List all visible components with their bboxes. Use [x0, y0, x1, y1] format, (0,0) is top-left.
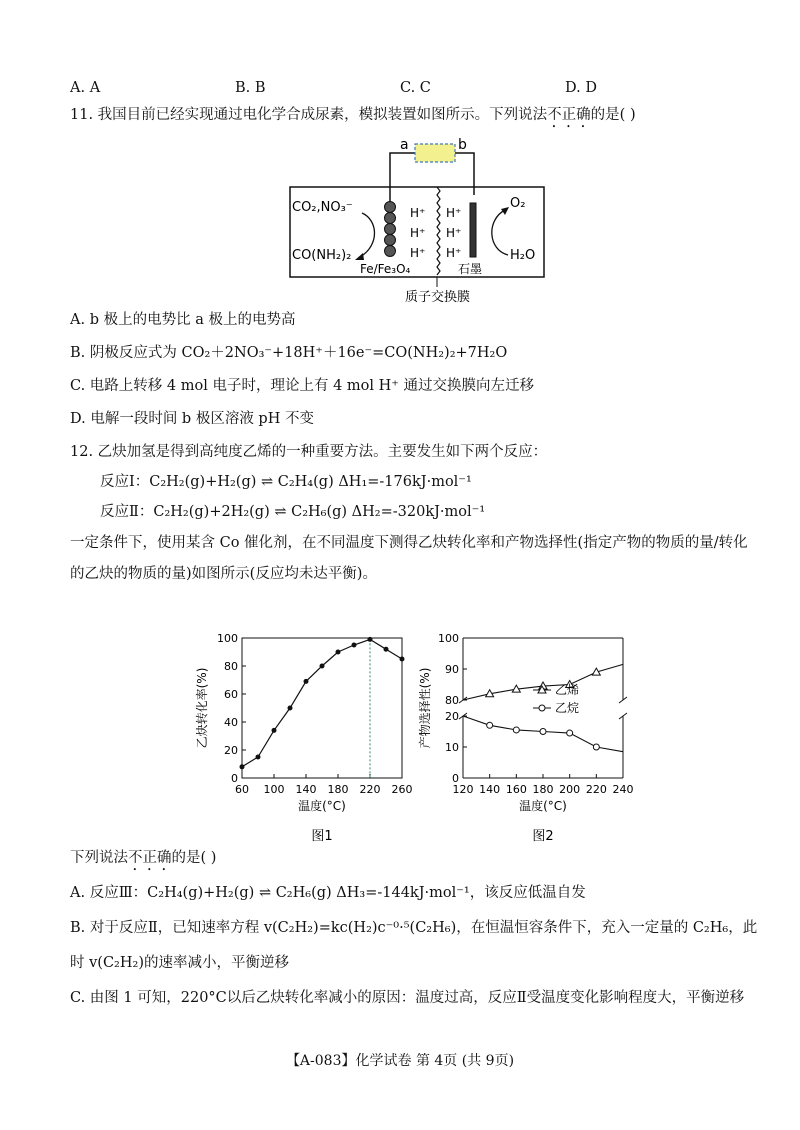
- x-tick-label: 220: [359, 783, 381, 796]
- product-urea-label: CO(NH₂)₂: [292, 248, 352, 263]
- data-point: [256, 755, 261, 760]
- x-tick-label: 200: [559, 783, 581, 796]
- data-point: [288, 706, 293, 711]
- x-tick-label: 100: [263, 783, 285, 796]
- reactants-label: CO₂,NO₃⁻: [292, 200, 353, 215]
- data-point: [384, 647, 389, 652]
- q12-option-a: A. 反应Ⅲ：C₂H₄(g)+H₂(g) ⇌ C₂H₆(g) ΔH₃=-144kJ·mol⁻¹，该反应低温自发: [70, 885, 586, 901]
- y-tick-label: 100: [217, 632, 238, 645]
- legend-marker-ethane: [539, 705, 545, 711]
- x-axis-label: 温度(°C): [519, 799, 567, 813]
- h-ion-right-2: H⁺: [446, 226, 462, 240]
- electrolysis-diagram: [0, 135, 800, 315]
- data-point: [400, 657, 405, 662]
- h-ion-left-2: H⁺: [410, 226, 426, 240]
- left-reaction-arrow: [360, 213, 375, 257]
- q12-reaction-2: 反应Ⅱ：C₂H₂(g)+2H₂(g) ⇌ C₂H₆(g) ΔH₂=-320kJ·mol⁻¹: [100, 504, 486, 520]
- data-point: [368, 637, 373, 642]
- y-tick-label: 60: [224, 688, 238, 701]
- x-tick-label: 260: [391, 783, 413, 796]
- q11-stem: [70, 105, 636, 131]
- plot-frame: [242, 638, 402, 778]
- h-ion-right-3: H⁺: [446, 246, 462, 260]
- y-tick-label: 10: [445, 741, 459, 754]
- data-point: [336, 650, 341, 655]
- data-point-circle: [593, 744, 599, 750]
- x-tick-label: 240: [612, 783, 634, 796]
- right-reaction-arrow: [492, 210, 508, 255]
- q11-option-d: D. 电解一段时间 b 极区溶液 pH 不变: [70, 411, 314, 427]
- fe-electrode-label: Fe/Fe₃O₄: [360, 262, 411, 276]
- q12-question: [70, 848, 216, 874]
- y-tick-label: 20: [224, 744, 238, 757]
- figure-caption: 图2: [532, 829, 554, 844]
- q11-option-c: C. 电路上转移 4 mol 电子时，理论上有 4 mol H⁺ 通过交换膜向左迁移: [70, 378, 535, 394]
- x-tick-label: 180: [327, 783, 349, 796]
- prev-option-c: C. C: [400, 80, 431, 96]
- x-tick-label: 120: [452, 783, 474, 796]
- fe-electrode: [385, 202, 396, 257]
- y-axis-label: 乙炔转化率(%): [195, 667, 209, 749]
- q11-stem-emphasis: 不正确: [547, 107, 591, 123]
- q11-option-b: B. 阴极反应式为 CO₂＋2NO₃⁻+18H⁺＋16e⁻=CO(NH₂)₂+7H₂O: [70, 345, 508, 361]
- prev-option-d: D. D: [565, 80, 597, 96]
- q12-option-c: C. 由图 1 可知，220°C以后乙炔转化率减小的原因：温度过高，反应Ⅱ受温度变化影响程度大，平衡逆移: [70, 990, 745, 1006]
- series-line: [242, 639, 402, 766]
- x-tick-label: 220: [585, 783, 607, 796]
- electrode-label-a: a: [400, 137, 409, 153]
- y-tick-label: 80: [445, 694, 459, 707]
- membrane-label: 质子交换膜: [405, 290, 471, 305]
- x-axis-label: 温度(°C): [298, 799, 346, 813]
- data-point-circle: [513, 727, 519, 733]
- power-source: [415, 144, 455, 162]
- legend-label-ethane: 乙烷: [555, 701, 580, 715]
- graphite-electrode: [470, 203, 476, 257]
- q12-paragraph-2: 的乙炔的物质的量)如图所示(反应均未达平衡)。: [70, 566, 377, 582]
- q12-option-b-cont: 时 v(C₂H₂)的速率减小，平衡逆移: [70, 955, 289, 971]
- q12-question-after: 的是( ): [171, 850, 217, 866]
- q12-option-b: B. 对于反应Ⅱ，已知速率方程 v(C₂H₂)=kc(H₂)c⁻⁰·⁵(C₂H₆)，在恒温恒容条件下，充入一定量的 C₂H₆，此: [70, 920, 758, 936]
- q11-stem-after: 的是( ): [590, 107, 636, 123]
- q11-option-a: A. b 极上的电势比 a 极上的电势高: [70, 312, 296, 328]
- y-tick-label: 20: [445, 710, 459, 723]
- data-point: [272, 728, 277, 733]
- oxygen-label: O₂: [510, 196, 526, 211]
- q12-question-before: 下列说法: [70, 850, 128, 866]
- data-point-circle: [487, 722, 493, 728]
- electrode-label-b: b: [458, 137, 467, 153]
- page-footer: 【A-083】化学试卷 第 4页 (共 9页): [285, 1053, 515, 1069]
- data-point: [240, 764, 245, 769]
- q12-reaction-1: 反应Ⅰ：C₂H₂(g)+H₂(g) ⇌ C₂H₄(g) ΔH₁=-176kJ·mol⁻¹: [100, 474, 472, 490]
- y-tick-label: 0: [452, 772, 459, 785]
- h-ion-right-1: H⁺: [446, 206, 462, 220]
- data-point: [320, 664, 325, 669]
- q12-question-emphasis: 不正确: [128, 850, 172, 866]
- graphite-label: 石墨: [458, 262, 483, 276]
- x-tick-label: 180: [532, 783, 554, 796]
- x-tick-label: 140: [295, 783, 317, 796]
- q11-stem-before: 11. 我国目前已经实现通过电化学合成尿素，模拟装置如图所示。下列说法: [70, 107, 548, 123]
- prev-option-a: A. A: [70, 80, 101, 96]
- y-tick-label: 90: [445, 663, 459, 676]
- y-tick-label: 0: [231, 772, 238, 785]
- q12-paragraph-1: 一定条件下，使用某含 Co 催化剂，在不同温度下测得乙炔转化率和产物选择性(指定产物的物质的量/转化: [70, 535, 748, 551]
- data-point: [352, 643, 357, 648]
- figure-caption: 图1: [311, 829, 333, 844]
- figure1-conversion-chart: [190, 618, 420, 848]
- x-tick-label: 140: [479, 783, 501, 796]
- data-point-circle: [540, 729, 546, 735]
- data-point: [304, 679, 309, 684]
- data-point-circle: [567, 730, 573, 736]
- h-ion-left-1: H⁺: [410, 206, 426, 220]
- q12-stem: 12. 乙炔加氢是得到高纯度乙烯的一种重要方法。主要发生如下两个反应：: [70, 444, 548, 460]
- water-label: H₂O: [510, 248, 536, 263]
- y-tick-label: 100: [438, 632, 459, 645]
- figure2-selectivity-chart: [415, 618, 645, 848]
- y-axis-label: 产物选择性(%): [418, 667, 432, 749]
- h-ion-left-3: H⁺: [410, 246, 426, 260]
- prev-option-b: B. B: [235, 80, 266, 96]
- proton-exchange-membrane: [437, 187, 440, 275]
- legend-label-ethylene: 乙烯: [555, 683, 580, 697]
- y-tick-label: 40: [224, 716, 238, 729]
- y-tick-label: 80: [224, 660, 238, 673]
- x-tick-label: 160: [505, 783, 527, 796]
- x-tick-label: 60: [235, 783, 249, 796]
